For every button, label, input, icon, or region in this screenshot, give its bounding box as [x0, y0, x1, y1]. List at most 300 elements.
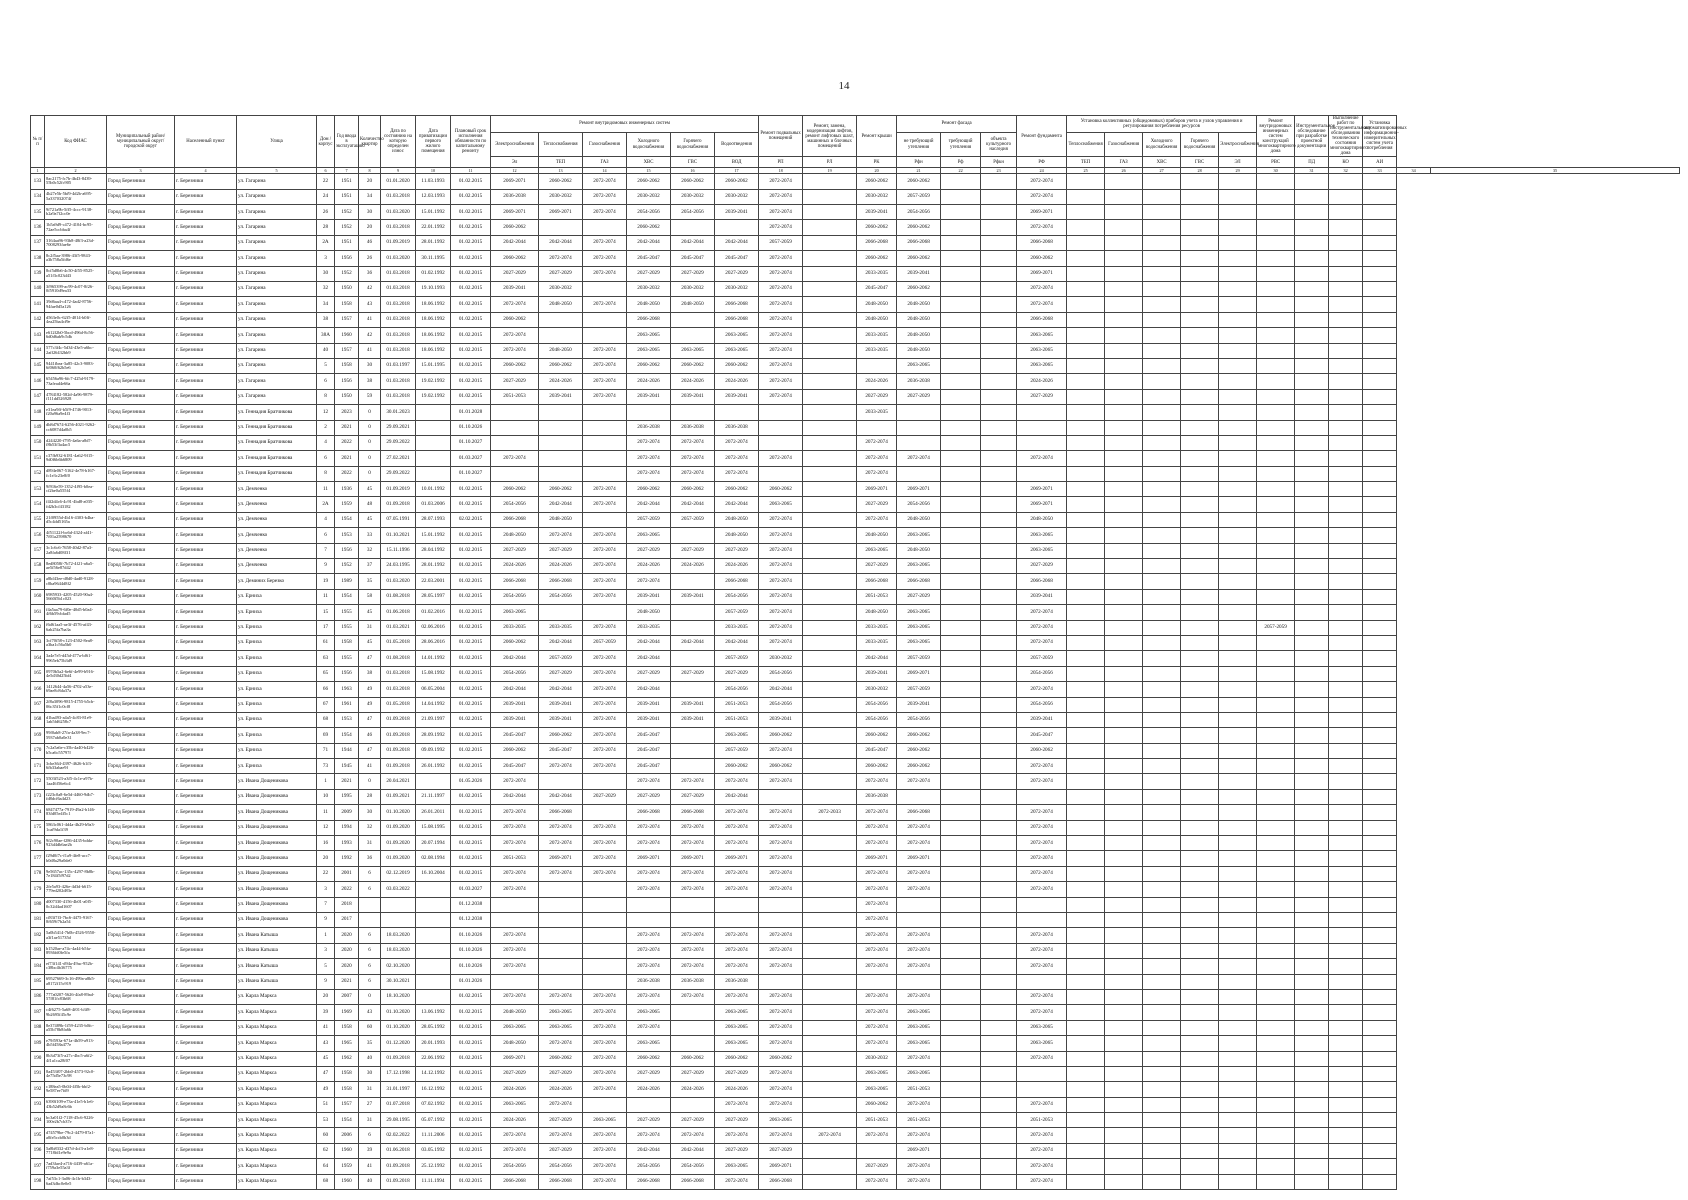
cell-n: 166 — [31, 682, 45, 697]
cell-street: ул. Ерниха — [237, 712, 317, 727]
cell-d1: 20.04.2021 — [381, 774, 416, 789]
cell-mt — [1067, 605, 1105, 620]
cell-el: 2039-2041 — [491, 697, 539, 712]
cell-d3: 01.02.2015 — [451, 789, 491, 804]
cell-rfk — [981, 620, 1017, 635]
cell-mc — [1143, 759, 1181, 774]
cell-ai — [1363, 651, 1397, 666]
table-row — [31, 851, 1680, 866]
cell-settl: г. Березники — [175, 574, 237, 589]
cell-rfk — [981, 635, 1017, 650]
cell-rl — [803, 574, 857, 589]
cell-year: 2021 — [335, 974, 359, 989]
cell-rfn: 2072-2074 — [897, 774, 941, 789]
cell-apt: 43 — [359, 1005, 381, 1020]
cell-house: 2А — [317, 235, 335, 250]
cell-me — [1219, 451, 1257, 466]
cell-street: ул. Гагарина — [237, 328, 317, 343]
cell-d1: 01.05.2018 — [381, 635, 416, 650]
cell-d1: 02.10.2020 — [381, 959, 416, 974]
cell-house: 49 — [317, 1082, 335, 1097]
cell-settl: г. Березники — [175, 974, 237, 989]
cell-ai — [1363, 1128, 1397, 1143]
cell-tep: 2042-2044 — [539, 682, 583, 697]
cell-year: 2020 — [335, 943, 359, 958]
cell-tep: 2027-2029 — [539, 543, 583, 558]
cell-fias: 2fe5a93-426e-4d3d-b615-779ed202d83e — [45, 882, 107, 897]
cell-tep: 2072-2074 — [539, 251, 583, 266]
cell-mt — [1067, 559, 1105, 574]
cell-ko — [1329, 1143, 1363, 1158]
header-group-internal: Ремонт внутридомовых инженерных систем — [491, 116, 759, 133]
cell-hvs: 2045-2047 — [627, 728, 671, 743]
cell-rfk — [981, 1159, 1017, 1174]
cell-settl: г. Березники — [175, 789, 237, 804]
cell-vod: 2051-2053 — [715, 712, 759, 727]
cell-rvs — [1257, 512, 1295, 527]
header-meter-heat: Теплоснабжения — [1067, 132, 1105, 156]
cell-rvs — [1257, 374, 1295, 389]
cell-mh — [1181, 559, 1219, 574]
cell-d2: 28.05.1992 — [416, 1020, 451, 1035]
cell-tep: 2060-2062 — [539, 1051, 583, 1066]
cell-el: 2027-2029 — [491, 1066, 539, 1081]
cell-me — [1219, 1020, 1257, 1035]
cell-hvs: 2072-2074 — [627, 836, 671, 851]
cell-fias: 69527669-3c16-499a-a8b5-a8172f15c919 — [45, 974, 107, 989]
cell-rfk — [981, 574, 1017, 589]
cell-rl — [803, 559, 857, 574]
cell-gaz: 2072-2074 — [583, 682, 627, 697]
cell-rl — [803, 743, 857, 758]
cell-gvs — [671, 913, 715, 928]
cell-mun: Город Березники — [107, 482, 175, 497]
header-column-number: 31 — [1295, 168, 1329, 174]
cell-mun: Город Березники — [107, 712, 175, 727]
cell-gvs: 2060-2062 — [671, 358, 715, 373]
cell-rfk — [981, 928, 1017, 943]
cell-street: ул. Деминих Березко — [237, 574, 317, 589]
cell-ko — [1329, 281, 1363, 296]
cell-rfn: 2060-2062 — [897, 251, 941, 266]
cell-n: 196 — [31, 1143, 45, 1158]
cell-d1: 01.07.2018 — [381, 1097, 416, 1112]
cell-rfu — [941, 220, 981, 235]
cell-me — [1219, 543, 1257, 558]
cell-year: 1954 — [335, 589, 359, 604]
cell-tep: 2054-2056 — [539, 589, 583, 604]
cell-el: 2054-2056 — [491, 666, 539, 681]
cell-year: 2017 — [335, 913, 359, 928]
cell-rk: 2069-2071 — [857, 851, 897, 866]
header-basement: Ремонт подвальных помещений — [759, 116, 803, 157]
cell-rf: 2072-2074 — [1017, 928, 1067, 943]
cell-apt: 36 — [359, 266, 381, 281]
cell-rvs — [1257, 682, 1295, 697]
cell-rvs — [1257, 928, 1295, 943]
cell-vod: 2057-2059 — [715, 651, 759, 666]
cell-street: ул. Карла Маркса — [237, 1159, 317, 1174]
cell-settl: г. Березники — [175, 482, 237, 497]
cell-me — [1219, 820, 1257, 835]
cell-rk: 2033-2035 — [857, 266, 897, 281]
cell-d2: 28.01.1992 — [416, 235, 451, 250]
cell-pd — [1295, 897, 1329, 912]
cell-d3: 01.02.2015 — [451, 1066, 491, 1081]
cell-d2: 19.02.1992 — [416, 389, 451, 404]
cell-fias: d244220-f795-4a6a-a8d7-f8b53f3a4ac5 — [45, 435, 107, 450]
cell-rf: 2054-2056 — [1017, 697, 1067, 712]
cell-gvs: 2027-2029 — [671, 543, 715, 558]
cell-ko — [1329, 528, 1363, 543]
cell-rfk — [981, 712, 1017, 727]
cell-rk: 2033-2035 — [857, 405, 897, 420]
cell-rk — [857, 420, 897, 435]
cell-d3: 01.02.2015 — [451, 759, 491, 774]
cell-mt — [1067, 1128, 1105, 1143]
cell-mh — [1181, 389, 1219, 404]
cell-year: 1954 — [335, 728, 359, 743]
cell-vod: 2072-2074 — [715, 943, 759, 958]
cell-n: 189 — [31, 1036, 45, 1051]
cell-rk — [857, 974, 897, 989]
cell-house: 69 — [317, 728, 335, 743]
cell-pd — [1295, 928, 1329, 943]
cell-pd — [1295, 836, 1329, 851]
cell-house: 5 — [317, 358, 335, 373]
cell-tep: 2033-2035 — [539, 620, 583, 635]
cell-gvs: 2054-2056 — [671, 1159, 715, 1174]
cell-street: ул. Ивана Катыша — [237, 943, 317, 958]
table-row — [31, 697, 1680, 712]
cell-rfk — [981, 1174, 1017, 1189]
cell-mt — [1067, 589, 1105, 604]
cell-fias: 2f8a3096-9815-4755-b5cb-06c35f1c0cf8 — [45, 697, 107, 712]
cell-ko — [1329, 882, 1363, 897]
cell-house: 39 — [317, 1005, 335, 1020]
cell-apt: 42 — [359, 281, 381, 296]
cell-mg — [1105, 251, 1143, 266]
cell-el: 2066-2068 — [491, 512, 539, 527]
cell-pd — [1295, 205, 1329, 220]
cell-d1: 24.03.1995 — [381, 559, 416, 574]
cell-vod: 2072-2074 — [715, 774, 759, 789]
cell-rk — [857, 1143, 897, 1158]
cell-d3: 01.02.2015 — [451, 528, 491, 543]
cell-apt: 33 — [359, 528, 381, 543]
header-code: ХВС — [1143, 157, 1181, 168]
cell-n: 177 — [31, 851, 45, 866]
cell-d1: 01.10.2021 — [381, 528, 416, 543]
cell-mc — [1143, 928, 1181, 943]
cell-pd — [1295, 559, 1329, 574]
cell-vod: 2072-2074 — [715, 1097, 759, 1112]
cell-mt — [1067, 989, 1105, 1004]
cell-rfu — [941, 482, 981, 497]
cell-settl: г. Березники — [175, 343, 237, 358]
cell-d3: 01.02.2015 — [451, 574, 491, 589]
cell-rp — [759, 405, 803, 420]
cell-rk: 2060-2062 — [857, 759, 897, 774]
cell-me — [1219, 1174, 1257, 1189]
cell-el — [491, 420, 539, 435]
table-row — [31, 820, 1680, 835]
cell-rfn — [897, 897, 941, 912]
cell-mc — [1143, 574, 1181, 589]
cell-mc — [1143, 666, 1181, 681]
cell-rfn: 2057-2059 — [897, 189, 941, 204]
cell-mh — [1181, 620, 1219, 635]
cell-gaz — [583, 605, 627, 620]
cell-mt — [1067, 943, 1105, 958]
cell-mc — [1143, 328, 1181, 343]
cell-d1: 30.01.2023 — [381, 405, 416, 420]
cell-d1: 01.03.2018 — [381, 266, 416, 281]
cell-d2: 19.02.1992 — [416, 374, 451, 389]
cell-mg — [1105, 528, 1143, 543]
cell-d2: 03.05.1992 — [416, 1143, 451, 1158]
cell-gaz — [583, 882, 627, 897]
cell-house: 19 — [317, 574, 335, 589]
cell-year: 1994 — [335, 820, 359, 835]
cell-street: ул. Гагарина — [237, 358, 317, 373]
cell-rfn: 2048-2050 — [897, 512, 941, 527]
cell-el: 2027-2029 — [491, 374, 539, 389]
header-column-number: 19 — [803, 168, 857, 174]
cell-house: 9 — [317, 974, 335, 989]
cell-settl: г. Березники — [175, 281, 237, 296]
cell-mc — [1143, 805, 1181, 820]
cell-hvs: 2063-2065 — [627, 343, 671, 358]
cell-rp: 2072-2074 — [759, 820, 803, 835]
cell-mh — [1181, 1066, 1219, 1081]
cell-rvs — [1257, 1036, 1295, 1051]
cell-house: 67 — [317, 697, 335, 712]
header-code: РФ — [1017, 157, 1067, 168]
header-code: Рфкн — [981, 157, 1017, 168]
cell-mc — [1143, 1174, 1181, 1189]
cell-gvs — [671, 1005, 715, 1020]
header-code: РВС — [1257, 157, 1295, 168]
header-facade-repair: не требующий утепления — [897, 132, 941, 156]
cell-rp: 2072-2074 — [759, 528, 803, 543]
table-row — [31, 1128, 1680, 1143]
cell-rk: 2066-2068 — [857, 235, 897, 250]
cell-gvs: 2072-2074 — [671, 820, 715, 835]
cell-mc — [1143, 482, 1181, 497]
cell-rvs — [1257, 1097, 1295, 1112]
cell-rfu — [941, 466, 981, 481]
cell-d3: 01.02.2015 — [451, 174, 491, 189]
cell-rfu — [941, 1036, 981, 1051]
cell-mc — [1143, 281, 1181, 296]
cell-rp: 2072-2074 — [759, 959, 803, 974]
cell-rp: 2069-2071 — [759, 1159, 803, 1174]
cell-vod: 2030-2032 — [715, 189, 759, 204]
cell-rf: 2072-2074 — [1017, 605, 1067, 620]
cell-rf: 2072-2074 — [1017, 882, 1067, 897]
cell-rk: 2051-2053 — [857, 1113, 897, 1128]
cell-apt: 6 — [359, 974, 381, 989]
cell-hvs: 2063-2065 — [627, 1036, 671, 1051]
cell-ai — [1363, 312, 1397, 327]
cell-fias: 8cf5d8b6-4c50-4f55-8525-a51f3c023d43 — [45, 266, 107, 281]
cell-street: ул. Гагарина — [237, 220, 317, 235]
cell-mun: Город Березники — [107, 589, 175, 604]
cell-mh — [1181, 743, 1219, 758]
cell-fias: 9f721a9b-5ff5-4ccc-9138-b2a9a7f2cc0e — [45, 205, 107, 220]
header-meter-cold: Холодного водоснабжения — [1143, 132, 1181, 156]
cell-rf: 2072-2074 — [1017, 1128, 1067, 1143]
cell-rp: 2072-2074 — [759, 251, 803, 266]
cell-gaz: 2072-2074 — [583, 343, 627, 358]
cell-settl: г. Березники — [175, 1051, 237, 1066]
cell-mt — [1067, 959, 1105, 974]
cell-rl — [803, 189, 857, 204]
cell-pd — [1295, 482, 1329, 497]
cell-d3: 01.02.2015 — [451, 666, 491, 681]
cell-ko — [1329, 866, 1363, 881]
header-column-number: 13 — [539, 168, 583, 174]
table-row — [31, 358, 1680, 373]
header-code: ГАЗ — [1105, 157, 1143, 168]
cell-street: ул. Карла Маркса — [237, 989, 317, 1004]
header-cold-water: Холодного водоснабжения — [627, 132, 671, 156]
table-row — [31, 712, 1680, 727]
cell-rfk — [981, 1082, 1017, 1097]
cell-el: 2069-2071 — [491, 205, 539, 220]
cell-mg — [1105, 1005, 1143, 1020]
cell-apt: 0 — [359, 466, 381, 481]
cell-rl — [803, 682, 857, 697]
cell-hvs — [627, 405, 671, 420]
cell-rf — [1017, 420, 1067, 435]
cell-pd — [1295, 974, 1329, 989]
cell-tep: 2042-2044 — [539, 635, 583, 650]
cell-mun: Город Березники — [107, 866, 175, 881]
header-column-number: 10 — [416, 168, 451, 174]
cell-rl — [803, 928, 857, 943]
cell-d2: 15.01.1995 — [416, 358, 451, 373]
cell-rvs — [1257, 866, 1295, 881]
cell-vod: 2036-2038 — [715, 420, 759, 435]
cell-gvs: 2027-2029 — [671, 789, 715, 804]
cell-street: ул. Гагарина — [237, 189, 317, 204]
cell-d3: 01.02.2015 — [451, 620, 491, 635]
cell-mh — [1181, 220, 1219, 235]
cell-gvs: 2042-2044 — [671, 635, 715, 650]
cell-tep: 2048-2050 — [539, 297, 583, 312]
cell-el: 2042-2044 — [491, 651, 539, 666]
cell-year: 2020 — [335, 959, 359, 974]
cell-rfk — [981, 913, 1017, 928]
cell-rfk — [981, 836, 1017, 851]
cell-mun: Город Березники — [107, 1020, 175, 1035]
cell-street: ул. Ерниха — [237, 651, 317, 666]
cell-hvs: 2072-2074 — [627, 882, 671, 897]
cell-pd — [1295, 1174, 1329, 1189]
cell-apt: 40 — [359, 1051, 381, 1066]
header-no: № п/п — [31, 116, 45, 168]
cell-mt — [1067, 389, 1105, 404]
header-municipality: Муниципальный район/муниципальный округ/городской округ — [107, 116, 175, 168]
cell-hvs: 2042-2044 — [627, 651, 671, 666]
table-body — [31, 174, 1680, 1190]
cell-settl: г. Березники — [175, 220, 237, 235]
cell-gaz: 2072-2074 — [583, 1020, 627, 1035]
cell-rfn: 2063-2065 — [897, 1005, 941, 1020]
cell-pd — [1295, 682, 1329, 697]
cell-rfu — [941, 1005, 981, 1020]
cell-rfn: 2072-2074 — [897, 928, 941, 943]
cell-rl — [803, 1174, 857, 1189]
cell-me — [1219, 528, 1257, 543]
cell-rfk — [981, 466, 1017, 481]
cell-me — [1219, 266, 1257, 281]
cell-mg — [1105, 712, 1143, 727]
cell-rfk — [981, 543, 1017, 558]
cell-mh — [1181, 728, 1219, 743]
cell-settl: г. Березники — [175, 805, 237, 820]
cell-settl: г. Березники — [175, 1066, 237, 1081]
cell-vod: 2063-2065 — [715, 1159, 759, 1174]
header-column-number: 11 — [451, 168, 491, 174]
cell-ai — [1363, 543, 1397, 558]
cell-pd — [1295, 1036, 1329, 1051]
cell-me — [1219, 666, 1257, 681]
cell-mc — [1143, 728, 1181, 743]
cell-rfk — [981, 297, 1017, 312]
cell-mun: Город Березники — [107, 666, 175, 681]
cell-hvs: 2072-2074 — [627, 574, 671, 589]
cell-rfn: 2063-2065 — [897, 1036, 941, 1051]
cell-gaz — [583, 774, 627, 789]
cell-d2 — [416, 959, 451, 974]
cell-apt: 0 — [359, 405, 381, 420]
header-privatization: Дата приватизации первого жилого помещения — [416, 116, 451, 168]
header-column-number: 8 — [359, 168, 381, 174]
cell-rf: 2039-2041 — [1017, 712, 1067, 727]
cell-rf: 2072-2074 — [1017, 851, 1067, 866]
cell-d3: 01.02.2015 — [451, 851, 491, 866]
cell-rfk — [981, 605, 1017, 620]
cell-vod: 2027-2029 — [715, 543, 759, 558]
cell-mun: Город Березники — [107, 405, 175, 420]
cell-rfu — [941, 512, 981, 527]
cell-rfn: 2060-2062 — [897, 743, 941, 758]
cell-pd — [1295, 220, 1329, 235]
header-code: ТЕП — [539, 157, 583, 168]
cell-mg — [1105, 897, 1143, 912]
cell-tep — [539, 451, 583, 466]
cell-rf: 2072-2074 — [1017, 297, 1067, 312]
cell-rfk — [981, 589, 1017, 604]
cell-rk: 2054-2056 — [857, 712, 897, 727]
cell-fias: 3164aa96-93b8-48f3-a23d-7008293fae6e — [45, 235, 107, 250]
table-row — [31, 666, 1680, 681]
cell-d1: 01.09.2018 — [381, 1159, 416, 1174]
cell-gvs: 2066-2068 — [671, 805, 715, 820]
cell-house: 65 — [317, 666, 335, 681]
cell-d2: 15.08.1995 — [416, 820, 451, 835]
cell-fias: 7c2a5a6e-c35b-4a40-b426-b5ca6c55797f — [45, 743, 107, 758]
cell-tep: 2027-2029 — [539, 266, 583, 281]
cell-gaz: 2072-2074 — [583, 1128, 627, 1143]
cell-settl: г. Березники — [175, 1036, 237, 1051]
cell-n: 169 — [31, 728, 45, 743]
cell-ko — [1329, 913, 1363, 928]
cell-year: 1953 — [335, 528, 359, 543]
